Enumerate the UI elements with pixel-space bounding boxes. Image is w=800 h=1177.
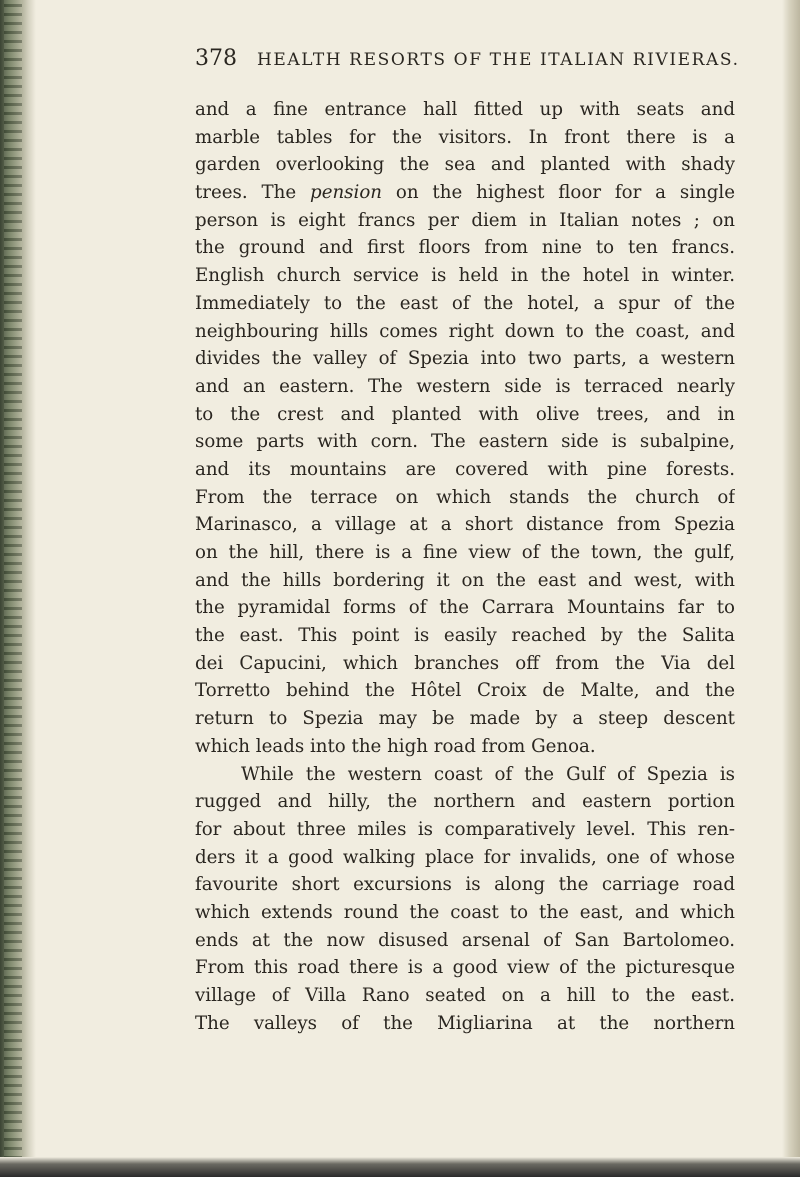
text-line <box>195 650 735 678</box>
text-segment: dei Capucini, which branches off from the Via del <box>195 652 735 674</box>
text-segment: the east. This point is easily reached by the Salita <box>195 625 735 647</box>
scan-bottom-edge <box>0 1157 800 1177</box>
text-line <box>195 816 735 844</box>
text-line <box>195 262 735 290</box>
text-segment: return to Spezia may be made by a steep descent <box>195 708 735 730</box>
text-segment: the pyramidal forms of the Carrara Mountains far to <box>195 597 735 619</box>
text-segment: favourite short excursions is along the carriage road <box>195 874 735 896</box>
text-line <box>195 899 735 927</box>
italic-text: pension <box>310 182 382 204</box>
text-line <box>195 179 735 207</box>
text-segment: and its mountains are covered with pine forests. <box>195 458 735 480</box>
text-line <box>195 207 735 235</box>
text-segment: The valleys of the Migliarina at the northern <box>195 1012 735 1034</box>
text-line <box>195 456 735 484</box>
text-line <box>195 788 735 816</box>
page-number: 378 <box>195 46 237 71</box>
text-segment: While the western coast of the Gulf of Spezia is <box>241 763 735 785</box>
text-segment: to the crest and planted with olive trees, and in <box>195 403 735 425</box>
text-segment: English church service is held in the hotel in winter. <box>195 265 735 287</box>
text-line <box>195 151 735 179</box>
text-segment: and a fine entrance hall fitted up with seats and <box>195 99 735 120</box>
text-segment: and the hills bordering it on the east and west, with <box>195 569 735 591</box>
text-segment: Immediately to the east of the hotel, a spur of the <box>195 292 735 314</box>
text-segment: Marinasco, a village at a short distance from Spezia <box>195 514 735 536</box>
text-line <box>195 428 735 456</box>
text-segment: From this road there is a good view of the picturesque <box>195 957 735 979</box>
text-line <box>195 484 735 512</box>
text-segment: village of Villa Rano seated on a hill to the east. <box>195 985 735 1006</box>
text-segment: trees. The <box>195 182 311 204</box>
text-segment: person is eight francs per diem in Italian notes ; on <box>195 209 735 231</box>
text-line <box>195 871 735 899</box>
text-segment: ders it a good walking place for invalids, one of whose <box>195 846 735 868</box>
text-line <box>195 594 735 622</box>
body-text <box>195 96 735 1037</box>
text-segment: garden overlooking the sea and planted with shady <box>195 154 735 176</box>
text-line <box>195 373 735 401</box>
text-line <box>195 982 735 1010</box>
text-segment: which extends round the coast to the east, and which <box>195 901 735 923</box>
text-segment: From the terrace on which stands the church of <box>195 486 735 508</box>
text-segment: for about three miles is comparatively level. This ren- <box>195 818 735 840</box>
book-page <box>195 46 740 1037</box>
text-line <box>195 345 735 373</box>
text-line <box>195 567 735 595</box>
text-line <box>195 401 735 429</box>
page-header <box>195 46 740 88</box>
text-line <box>195 290 735 318</box>
text-segment: Torretto behind the Hôtel Croix de Malte, and the <box>195 680 735 702</box>
text-segment: on the hill, there is a fine view of the town, the gulf, <box>195 542 735 563</box>
text-segment: on the highest floor for a single <box>381 182 735 204</box>
text-line <box>195 234 735 262</box>
text-line <box>195 761 735 789</box>
text-line <box>195 539 735 567</box>
text-segment: ends at the now disused arsenal of San Bartolomeo. <box>195 929 735 951</box>
running-head: HEALTH RESORTS OF THE ITALIAN RIVIERAS. <box>257 50 740 70</box>
text-line <box>195 954 735 982</box>
text-line <box>195 1010 735 1038</box>
text-segment: some parts with corn. The eastern side is subalpine, <box>195 431 735 453</box>
binding-gutter-texture <box>4 0 22 1177</box>
text-segment: marble tables for the visitors. In front there is a <box>195 126 735 148</box>
page-edge-shadow <box>782 0 800 1177</box>
text-segment: which leads into the high road from Genoa. <box>195 735 596 757</box>
text-line <box>195 124 735 152</box>
text-line <box>195 705 735 733</box>
text-segment: rugged and hilly, the northern and eastern portion <box>195 791 735 813</box>
text-line <box>195 927 735 955</box>
text-segment: the ground and first floors from nine to ten francs. <box>195 237 735 259</box>
text-line <box>195 622 735 650</box>
text-line <box>195 96 735 124</box>
text-line <box>195 318 735 346</box>
text-segment: divides the valley of Spezia into two parts, a western <box>195 348 735 370</box>
text-line <box>195 733 735 761</box>
text-line <box>195 844 735 872</box>
text-segment: neighbouring hills comes right down to the coast, and <box>195 320 735 342</box>
text-segment: and an eastern. The western side is terraced nearly <box>195 375 735 397</box>
text-line <box>195 511 735 539</box>
text-line <box>195 677 735 705</box>
